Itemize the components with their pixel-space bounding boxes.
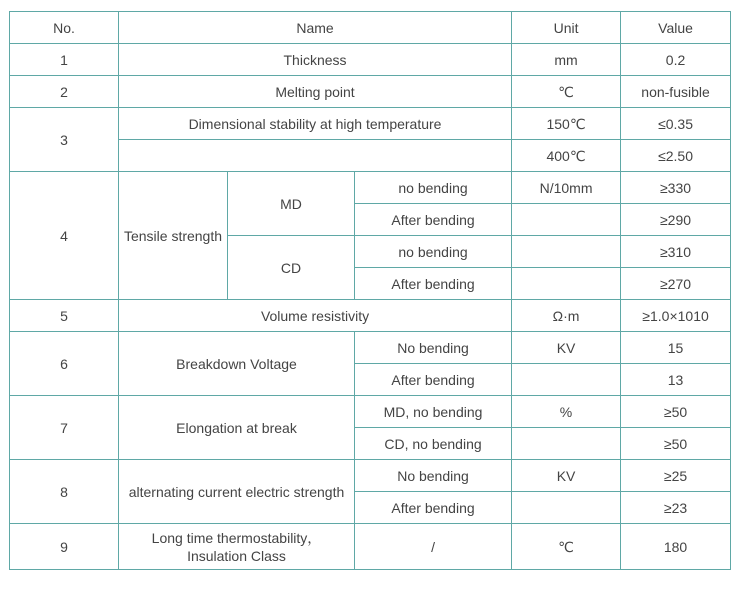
row-unit-empty xyxy=(512,364,621,396)
row-unit: 150℃ xyxy=(512,108,621,140)
specification-table xyxy=(9,11,731,570)
row-unit: ℃ xyxy=(512,76,621,108)
row-unit-empty xyxy=(512,428,621,460)
row-name: Tensile strength xyxy=(119,172,228,300)
row-condition: MD, no bending xyxy=(355,396,512,428)
table-row xyxy=(10,140,731,172)
row-unit-empty xyxy=(512,268,621,300)
row-direction: CD xyxy=(228,236,355,300)
row-condition: After bending xyxy=(355,492,512,524)
row-name: alternating current electric strength xyxy=(119,460,355,524)
row-value: ≥330 xyxy=(621,172,731,204)
row-value: ≥310 xyxy=(621,236,731,268)
row-name: Thickness xyxy=(119,44,512,76)
row-name: Breakdown Voltage xyxy=(119,332,355,396)
table-row xyxy=(10,396,731,428)
spec-table-container xyxy=(9,11,731,570)
row-unit: 400℃ xyxy=(512,140,621,172)
header-no: No. xyxy=(10,12,119,44)
row-name: Volume resistivity xyxy=(119,300,512,332)
row-no: 5 xyxy=(10,300,119,332)
row-value: non-fusible xyxy=(621,76,731,108)
row-no: 8 xyxy=(10,460,119,524)
row-condition: no bending xyxy=(355,172,512,204)
row-value: ≥270 xyxy=(621,268,731,300)
row-no: 4 xyxy=(10,172,119,300)
table-row xyxy=(10,108,731,140)
header-value: Value xyxy=(621,12,731,44)
row-no: 3 xyxy=(10,108,119,172)
row-value: 0.2 xyxy=(621,44,731,76)
table-row xyxy=(10,172,731,204)
row-value: 13 xyxy=(621,364,731,396)
table-row xyxy=(10,300,731,332)
row-unit-empty xyxy=(512,236,621,268)
row-condition: After bending xyxy=(355,364,512,396)
row-name-line1: Long time thermostability， xyxy=(151,529,322,546)
row-name: Dimensional stability at high temperature xyxy=(119,108,512,140)
row-value: ≥50 xyxy=(621,396,731,428)
row-condition: / xyxy=(355,524,512,570)
row-name: Melting point xyxy=(119,76,512,108)
row-condition: CD, no bending xyxy=(355,428,512,460)
row-value: ≥25 xyxy=(621,460,731,492)
header-unit: Unit xyxy=(512,12,621,44)
row-no: 9 xyxy=(10,524,119,570)
row-unit: N/10mm xyxy=(512,172,621,204)
table-row xyxy=(10,524,731,570)
row-name-empty xyxy=(119,140,512,172)
row-value: 180 xyxy=(621,524,731,570)
row-value: ≤0.35 xyxy=(621,108,731,140)
row-condition: After bending xyxy=(355,268,512,300)
row-value: 15 xyxy=(621,332,731,364)
row-unit: KV xyxy=(512,332,621,364)
table-row xyxy=(10,460,731,492)
row-unit: % xyxy=(512,396,621,428)
header-name: Name xyxy=(119,12,512,44)
row-direction: MD xyxy=(228,172,355,236)
row-unit-empty xyxy=(512,492,621,524)
row-name-line2: Insulation Class xyxy=(187,547,286,564)
row-no: 7 xyxy=(10,396,119,460)
header-row xyxy=(10,12,731,44)
row-no: 1 xyxy=(10,44,119,76)
row-no: 2 xyxy=(10,76,119,108)
row-unit-empty xyxy=(512,204,621,236)
row-value: ≥23 xyxy=(621,492,731,524)
row-name: Elongation at break xyxy=(119,396,355,460)
row-value: ≥50 xyxy=(621,428,731,460)
row-value: ≥290 xyxy=(621,204,731,236)
row-unit: mm xyxy=(512,44,621,76)
row-condition: No bending xyxy=(355,332,512,364)
row-condition: no bending xyxy=(355,236,512,268)
row-unit: Ω·m xyxy=(512,300,621,332)
table-row xyxy=(10,44,731,76)
row-condition: No bending xyxy=(355,460,512,492)
row-no: 6 xyxy=(10,332,119,396)
row-condition: After bending xyxy=(355,204,512,236)
row-name xyxy=(119,524,355,570)
row-value: ≥1.0×1010 xyxy=(621,300,731,332)
row-unit: KV xyxy=(512,460,621,492)
row-value: ≤2.50 xyxy=(621,140,731,172)
row-unit: ℃ xyxy=(512,524,621,570)
table-row xyxy=(10,76,731,108)
table-row xyxy=(10,332,731,364)
